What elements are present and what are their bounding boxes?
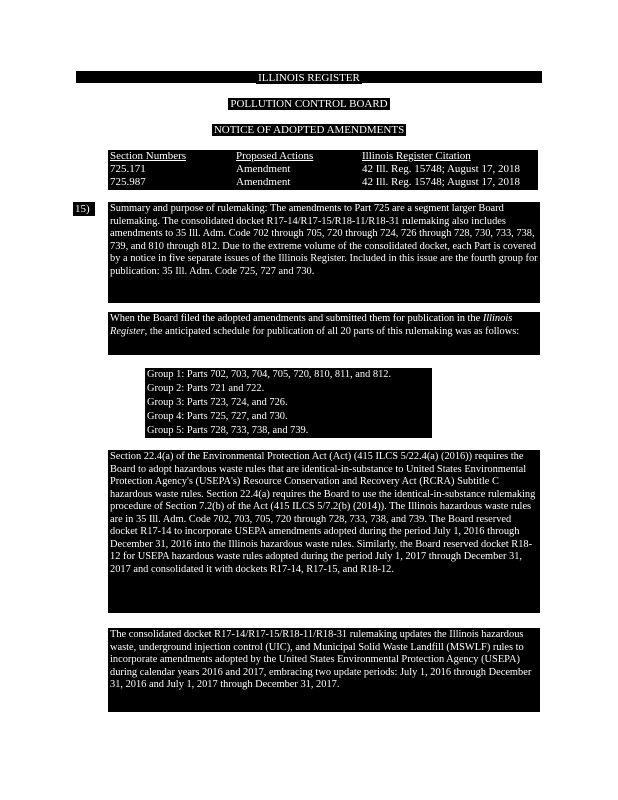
board-name: POLLUTION CONTROL BOARD [230,98,388,110]
summary-paragraph: Summary and purpose of rulemaking: The amendments to Part 725 are a segment larger Board rulemaking. The consolidated docket R17-14/R17-15/R18-11/R18-31 rulemaking also includes amendments to 35 Ill. Adm. Code 702 through 705, 720 through 724, 726 through 728, 730, 733, 738, 739, and 810 through 812. Due to the extreme volume of the consolidated docket, each Part is covered by a notice in five separate issues of the Illinois Register. Included in this issue are the fourth group for publication: 35 Ill. Adm. Code 725, 727 and 730. [108,202,540,303]
item-number: 15) [73,202,95,216]
table-cell: 725.171 [110,163,146,175]
list-item: Group 1: Parts 702, 703, 704, 705, 720, 810, 811, and 812. [147,369,392,380]
table-cell: Amendment [236,176,291,188]
table-column [236,150,313,189]
list-item: Group 5: Parts 728, 733, 738, and 739. [147,425,309,436]
table-cell: 42 Ill. Reg. 15748; August 17, 2018 [362,176,520,188]
notice-title: NOTICE OF ADOPTED AMENDMENTS [213,124,405,136]
schedule-paragraph [108,312,540,355]
groups-list [145,368,432,438]
table-column [110,150,186,189]
register-italic: Illinois Register [110,313,513,337]
table-header: Proposed Actions [236,150,314,162]
table-header: Section Numbers [110,150,187,162]
page-title: ILLINOIS REGISTER [258,72,360,84]
consolidated-paragraph: The consolidated docket R17-14/R17-15/R18-11/R18-31 rulemaking updates the Illinois hazardous waste, underground injection control (UIC), and Municipal Solid Waste Landfill (MSWLF) rules to incorporate amendments adopted by the United States Environmental Protection Agency (USEPA) during calendar years 2016 and 2017, embracing two update periods: July 1, 2016 through December 31, 2016 and July 1, 2017 through December 31, 2017. [108,628,540,712]
list-item: Group 3: Parts 723, 724, and 726. [147,397,288,408]
table-cell: 42 Ill. Reg. 15748; August 17, 2018 [362,163,520,175]
list-item: Group 4: Parts 725, 727, and 730. [147,411,288,422]
list-item: Group 2: Parts 721 and 722. [147,383,265,394]
schedule-text-end: , the anticipated schedule for publication of all 20 parts of this rulemaking was as follows: [144,325,520,337]
table-cell: Amendment [236,163,291,175]
authority-paragraph: Section 22.4(a) of the Environmental Protection Act (Act) (415 ILCS 5/22.4(a) (2016)) requires the Board to adopt hazardous waste rules that are identical-in-substance to United States Environmental Protection Agency's (USEPA's) Resource Conservation and Recovery Act (RCRA) Subtitle C hazardous waste rules. Section 22.4(a) requires the Board to use the identical-in-substance rulemaking procedure of Section 7.2(b) of the Act (415 ILCS 5/7.2(b) (2014)). The Illinois hazardous waste rules are in 35 Ill. Adm. Code 702, 703, 705, 720 through 728, 733, 738, and 739. The Board reserved docket R17-14 to incorporate USEPA amendments adopted during the period July 1, 2016 through December 31, 2016 into the Illinois hazardous waste rules. Similarly, the Board reserved docket R18-12 for USEPA hazardous waste rules adopted during the period July 1, 2017 through December 31, 2017 and consolidated it with dockets R17-14, R17-15, and R18-12. [108,450,540,613]
table-header: Illinois Register Citation [362,150,471,162]
table-column [362,150,520,189]
table-cell: 725.987 [110,176,146,188]
schedule-text: When the Board filed the adopted amendments and submitted them for publication in the [110,313,483,324]
sections-table [108,150,538,190]
